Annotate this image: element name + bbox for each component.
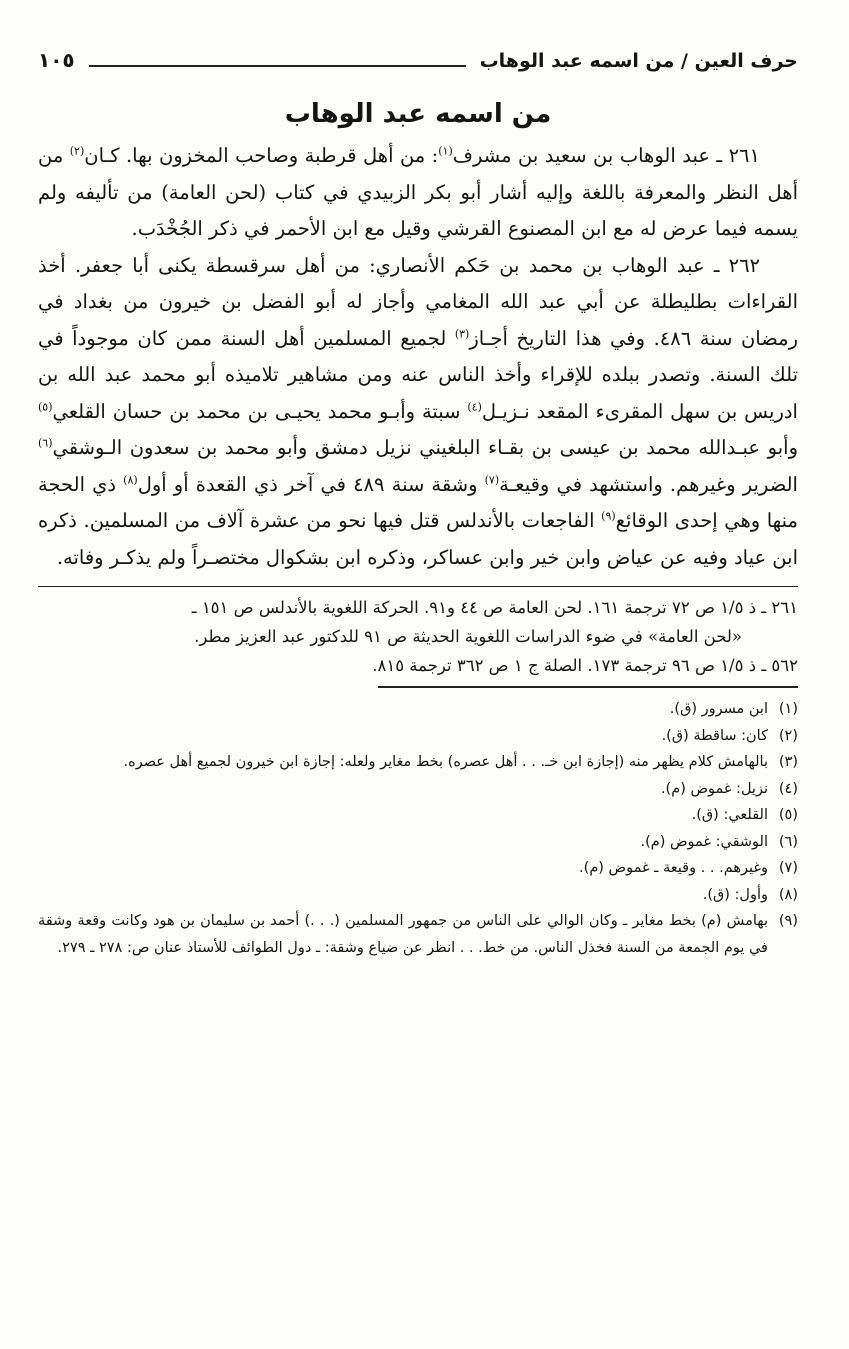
footnote-marker: (٩): [601, 509, 616, 523]
footnote-number: (٧): [778, 860, 798, 876]
footnote-number: (٩): [778, 913, 798, 929]
entry-262: [38, 248, 798, 577]
footnote-marker: (٨): [123, 473, 138, 486]
footnote-marker: (٥): [38, 400, 53, 413]
footnote: [38, 908, 798, 961]
entry-text: ٢٦٢ ـ عبد الوهاب بن محمد بن حَكم الأنصاري: من أهل سرقسطة يكنى أبا جعفر. أخذ القراءات بطليطلة عن أبي عبد الله المغامي وأجاز له أبو الفضل بن خيرون من بغداد في رمضان سنة ٤٨٦. وفي هذا التاريخ أجـاز: [38, 253, 798, 350]
running-header: [38, 48, 798, 82]
entry-text: من أهل النظر والمعرفة باللغة وإليه أشار أبو بكر الزبيدي في كتاب (لحن العامة) من تأليفه ولم يسمه فيما عرض له مع ابن المصنوع القرشي وقيل مع ابن الأحمر في ذكر الجُخْدَب.: [38, 144, 798, 240]
section-title: من اسمه عبد الوهاب: [284, 99, 552, 129]
entry-text: الفاجعات بالأندلس قتل فيها نحو من عشرة آلاف من المسلمين. ذكره ابن عياد وفيه عن عياض وابن خير وابن عساكر، وذكره ابن بشكوال مختصـراً ولم يذكـر وفاته.: [38, 509, 798, 569]
footnote-text: كان: ساقطة (ق).: [661, 727, 768, 744]
footnote-number: (٨): [778, 886, 798, 903]
footnote-number: (٦): [778, 833, 798, 850]
footnote-number: (١): [778, 701, 798, 717]
footnote: [38, 855, 798, 882]
footnotes-divider: [378, 686, 798, 688]
entry-text: لجميع المسلمين أهل السنة ممن كان موجوداً في تلك السنة. وتصدر ببلده للإقراء وأخذ الناس عنه ومن مشاهير تلاميذه أبو محمد عبد الله بن ادريس بن سهل المقرىء المقعد نـزيـل: [38, 326, 798, 423]
footnote-text: وغيرهم. . . وقيعة ـ غموض (م).: [579, 860, 768, 876]
footnote-marker: (٧): [484, 473, 500, 486]
footnote: [38, 776, 798, 803]
footnote-marker: (٣): [454, 327, 470, 340]
footnote: [38, 802, 798, 829]
header-rule: [89, 51, 466, 67]
reference-261: ٢٦١ ـ ذ ١/٥ ص ٧٢ ترجمة ١٦١. لحن العامة ص ٤٤ و٩١. الحركة اللغوية بالأندلس ص ١٥١ ـ: [191, 598, 798, 617]
running-title: حرف العين / من اسمه عبد الوهاب: [479, 50, 798, 72]
footnote-text: نزيل: غموض (م).: [660, 780, 768, 797]
footnote-marker: (١): [438, 144, 453, 158]
references-divider: [38, 586, 798, 587]
footnote-text: بالهامش كلام يظهر منه (إجازة ابن خـ. . . أهل عصره) بخط مغاير ولعله: إجازة ابن خيرون لجميع أهل عصره.: [123, 754, 768, 770]
entry-text: الضرير وغيرهم. واستشهد في وقيعـة: [499, 472, 798, 496]
footnote: [38, 882, 798, 909]
footnote: [38, 749, 798, 776]
footnote-number: (٥): [778, 807, 798, 823]
reference-262: ٥٦٢ ـ ذ ١/٥ ص ٩٦ ترجمة ١٧٣. الصلة ج ١ ص ٣٦٢ ترجمة ٨١٥.: [372, 656, 798, 675]
footnote: [38, 696, 798, 723]
entry-text: : من أهل قرطبة وصاحب المخزون بها. كـان: [84, 144, 439, 167]
footnote: [38, 829, 798, 856]
book-page: [38, 48, 798, 961]
footnote-text: ابن مسرور (ق).: [669, 701, 768, 717]
footnote-text: الوشقي: غموض (م).: [640, 833, 768, 850]
entry-text: سبتة وأبـو محمد يحيـى بن محمد بن حسان القلعي: [52, 399, 468, 423]
reference-261-continued: «لحن العامة» في ضوء الدراسات اللغوية الحديثة ص ٩١ للدكتور عبد العزيز مطر.: [194, 627, 742, 646]
source-references: [38, 593, 798, 680]
footnote-number: (٢): [778, 727, 798, 744]
entry-text: وأبو عبـدالله محمد بن عيسى بن بقـاء البلغيني نزيل دمشق وأبو محمد بن سعدون الـوشقي: [52, 436, 798, 459]
footnote-marker: (٢): [69, 144, 85, 158]
page-number: ١٠٥: [38, 48, 75, 72]
footnote-text: وأول: (ق).: [702, 886, 768, 903]
footnote-number: (٣): [778, 754, 798, 770]
entry-text: ٢٦١ ـ عبد الوهاب بن سعيد بن مشرف: [452, 144, 760, 167]
footnote-marker: (٤): [467, 400, 482, 413]
footnote-text: القلعي: (ق).: [691, 807, 768, 823]
footnote-text: بهامش (م) بخط مغاير ـ وكان الوالي على الناس من جمهور المسلمين (. . .) أحمد بن سليمان بن هود وكانت وقعة وشقة في يوم الجمعة من السنة فخذل الناس. من خط. . . انظر عن ضياع وشقة: ـ دول الطوائف للأستاذ عنان ص: ٢٧٨ ـ ٢٧٩.: [38, 913, 768, 956]
footnote-marker: (٦): [38, 436, 53, 450]
footnote-number: (٤): [778, 780, 798, 797]
entry-261: [38, 138, 798, 248]
entry-text: ذي الحجة منها وهي إحدى الوقائع: [38, 472, 799, 532]
footnote: [38, 723, 798, 750]
footnotes-list: [38, 696, 798, 961]
entry-text: وشقة سنة ٤٨٩ في آخر ذي القعدة أو أول: [137, 472, 485, 496]
